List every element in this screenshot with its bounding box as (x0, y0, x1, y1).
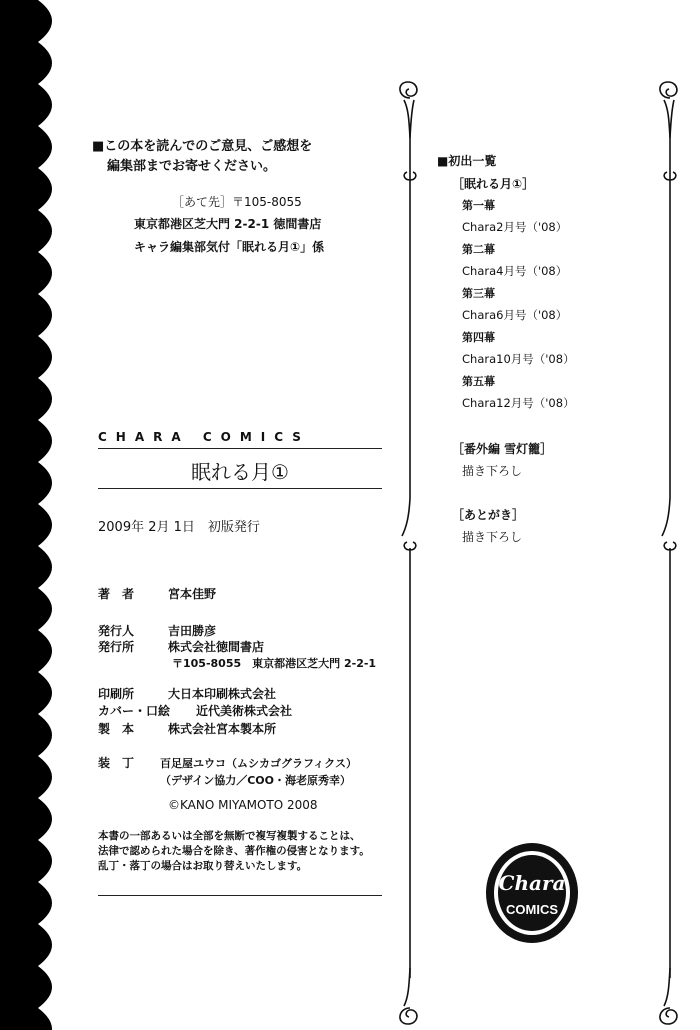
notice-line-1: ■この本を読んでのご意見、ご感想を (92, 139, 313, 154)
credit-label-author: 著 者 (98, 587, 135, 601)
legal-line-3: 乱丁・落丁の場合はお取り替えいたします。 (98, 860, 308, 872)
book-title: 眠れる月① (191, 460, 289, 484)
chapter-2-source: Chara4月号（'08） (462, 264, 568, 278)
section-title-afterword: ［あとがき］ (452, 508, 525, 522)
chapter-1-source: Chara2月号（'08） (462, 220, 568, 234)
legal-line-1: 本書の一部あるいは全部を無断で複写複製することは、 (98, 830, 361, 842)
logo-top-text: Chara (498, 871, 566, 895)
credit-value-design: 百足屋ユウコ（ムシカゴグラフィクス） (160, 757, 358, 770)
section-afterword-note: 描き下ろし (462, 530, 523, 544)
credit-value-publishing-house: 株式会社徳間書店 (168, 640, 265, 654)
title-rule-top (98, 448, 382, 449)
chapter-2-label: 第二幕 (462, 243, 495, 256)
credit-value-design-assist: （デザイン協力／COO・海老原秀幸） (160, 774, 352, 787)
chapter-5-label: 第五幕 (462, 375, 495, 388)
credit-label-publishing-house: 発行所 (98, 640, 135, 654)
section-title-volume: ［眠れる月①］ (452, 177, 535, 191)
chapter-5-source: Chara12月号（'08） (462, 396, 575, 410)
address-line-1: ［あて先］〒105-8055 (172, 195, 302, 209)
ornament-rule-left (390, 78, 430, 1028)
chapter-3-label: 第三幕 (462, 287, 495, 300)
credit-label-printer: 印刷所 (98, 687, 135, 701)
credit-value-cover: 近代美術株式会社 (196, 704, 293, 718)
section-extra-note: 描き下ろし (462, 464, 523, 478)
credit-value-publisher: 吉田勝彦 (168, 624, 217, 638)
title-rule-bottom (98, 488, 382, 489)
section-title-extra: ［番外編 雪灯籠］ (452, 442, 553, 456)
logo-bottom-text: COMICS (506, 902, 558, 917)
chapter-3-source: Chara6月号（'08） (462, 308, 568, 322)
credit-label-publisher: 発行人 (98, 624, 135, 638)
credit-value-author: 宮本佳野 (168, 587, 217, 601)
publish-date: 2009年 2月 1日 初版発行 (98, 520, 260, 535)
address-line-3: キャラ編集部気付「眠れる月①」係 (134, 240, 325, 254)
chapter-1-label: 第一幕 (462, 199, 495, 212)
first-appearance-heading: ■初出一覧 (437, 154, 497, 168)
credit-label-cover: カバー・口絵 (98, 704, 171, 718)
credit-label-binding: 製 本 (98, 722, 135, 736)
chara-comics-logo (482, 838, 582, 948)
legal-line-2: 法律で認められた場合を除き、著作権の侵害となります。 (98, 845, 370, 857)
bottom-rule (98, 895, 382, 896)
credit-value-publisher-address: 〒105-8055 東京都港区芝大門 2-2-1 (172, 657, 377, 670)
address-line-2: 東京都港区芝大門 2-2-1 徳間書店 (134, 217, 322, 231)
scalloped-border (0, 0, 62, 1030)
chapter-4-label: 第四幕 (462, 331, 495, 344)
credit-value-printer: 大日本印刷株式会社 (168, 687, 277, 701)
notice-line-2: 編集部までお寄せください。 (107, 159, 277, 174)
series-name: CHARA COMICS (98, 430, 310, 444)
copyright: ©KANO MIYAMOTO 2008 (168, 798, 318, 812)
credit-label-design: 装 丁 (98, 756, 135, 770)
credit-value-binding: 株式会社宮本製本所 (168, 722, 277, 736)
chapter-4-source: Chara10月号（'08） (462, 352, 575, 366)
ornament-rule-right (650, 78, 690, 1028)
